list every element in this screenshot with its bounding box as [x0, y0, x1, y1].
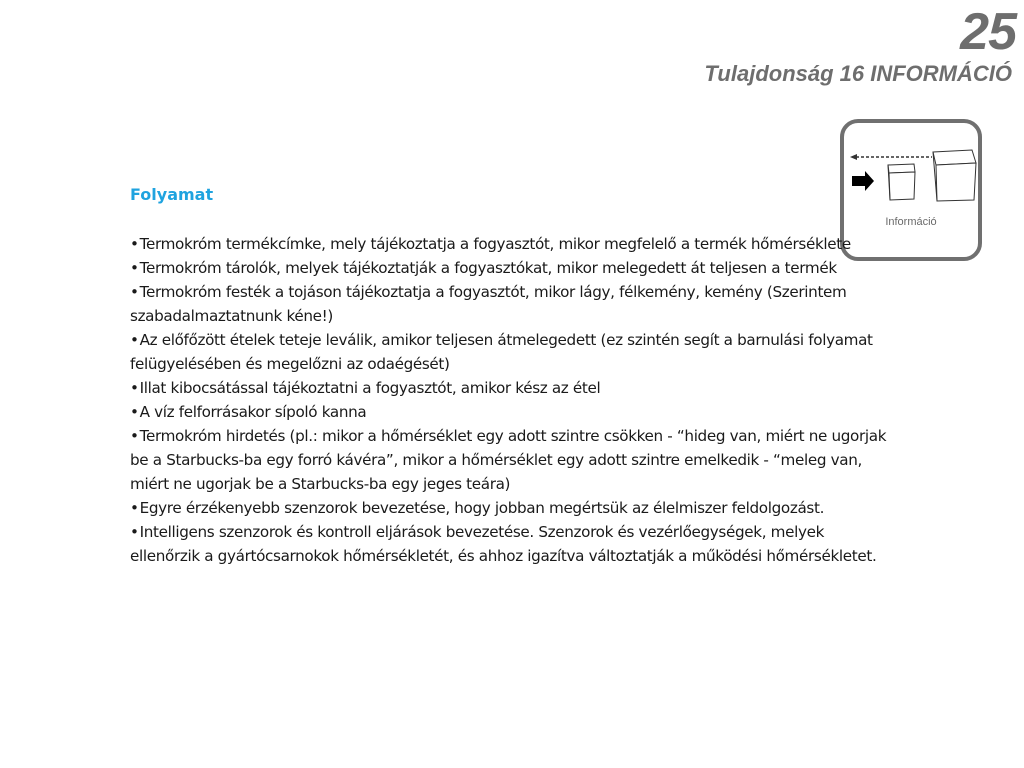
bullet-item	[130, 328, 890, 376]
bullet-glyph: •	[130, 235, 139, 253]
bullet-text: Illat kibocsátással tájékoztatni a fogyasztót, amikor kész az étel	[139, 379, 601, 397]
bullet-text: Termokróm festék a tojáson tájékoztatja a fogyasztót, mikor lágy, félkemény, kemény (Szerintem szabadalmaztatnunk kéne!)	[130, 283, 847, 325]
bullet-text: Termokróm hirdetés (pl.: mikor a hőmérséklet egy adott szintre csökken - “hideg van, miért ne ugorjak be a Starbucks-ba egy forró kávéra”, mikor a hőmérséklet egy adott szintre emelkedik - “meleg van, miért ne ugorjak be a Starbucks-ba egy jeges teára)	[130, 427, 887, 493]
bullet-glyph: •	[130, 331, 139, 349]
section-heading: Folyamat	[130, 185, 214, 204]
slide-title: Tulajdonság 16 INFORMÁCIÓ	[704, 61, 1012, 86]
bullet-item	[130, 400, 890, 424]
dashed-arrow-head-icon	[850, 154, 857, 160]
bullet-text: A víz felforrásakor sípoló kanna	[139, 403, 367, 421]
bullet-item	[130, 256, 890, 280]
bullet-item	[130, 424, 890, 496]
bullet-text: Intelligens szenzorok és kontroll eljárások bevezetése. Szenzorok és vezérlőegységek, melyek ellenőrzik a gyártócsarnokok hőmérsékletét, és ahhoz igazítva változtatják a működési hőmérsékletet.	[130, 523, 877, 565]
large-cube-icon	[933, 150, 976, 201]
bullet-item	[130, 520, 890, 568]
bullet-glyph: •	[130, 283, 139, 301]
bullet-glyph: •	[130, 259, 139, 277]
bullet-item	[130, 232, 890, 256]
bullet-glyph: •	[130, 379, 139, 397]
bullet-text: Egyre érzékenyebb szenzorok bevezetése, hogy jobban megértsük az élelmiszer feldolgozást.	[139, 499, 825, 517]
bullet-glyph: •	[130, 403, 139, 421]
bullet-text: Termokróm tárolók, melyek tájékoztatják a fogyasztókat, mikor melegedett át teljesen a termék	[139, 259, 837, 277]
bullet-item	[130, 496, 890, 520]
slide-number: 25	[960, 3, 1016, 61]
icon-caption: Információ	[885, 216, 937, 228]
small-cube-icon	[888, 164, 915, 200]
bullet-glyph: •	[130, 427, 139, 445]
bullet-text: Termokróm termékcímke, mely tájékoztatja a fogyasztót, mikor megfelelő a termék hőmérséklete	[139, 235, 851, 253]
bullet-item	[130, 376, 890, 400]
bullet-item	[130, 280, 890, 328]
bullet-list	[130, 232, 890, 568]
content-body	[130, 183, 890, 568]
bullet-glyph: •	[130, 523, 139, 541]
bullet-glyph: •	[130, 499, 139, 517]
bullet-text: Az előfőzött ételek teteje leválik, amikor teljesen átmelegedett (ez szintén segít a barnulási folyamat felügyelésében és megelőzni az odaégését)	[130, 331, 873, 373]
